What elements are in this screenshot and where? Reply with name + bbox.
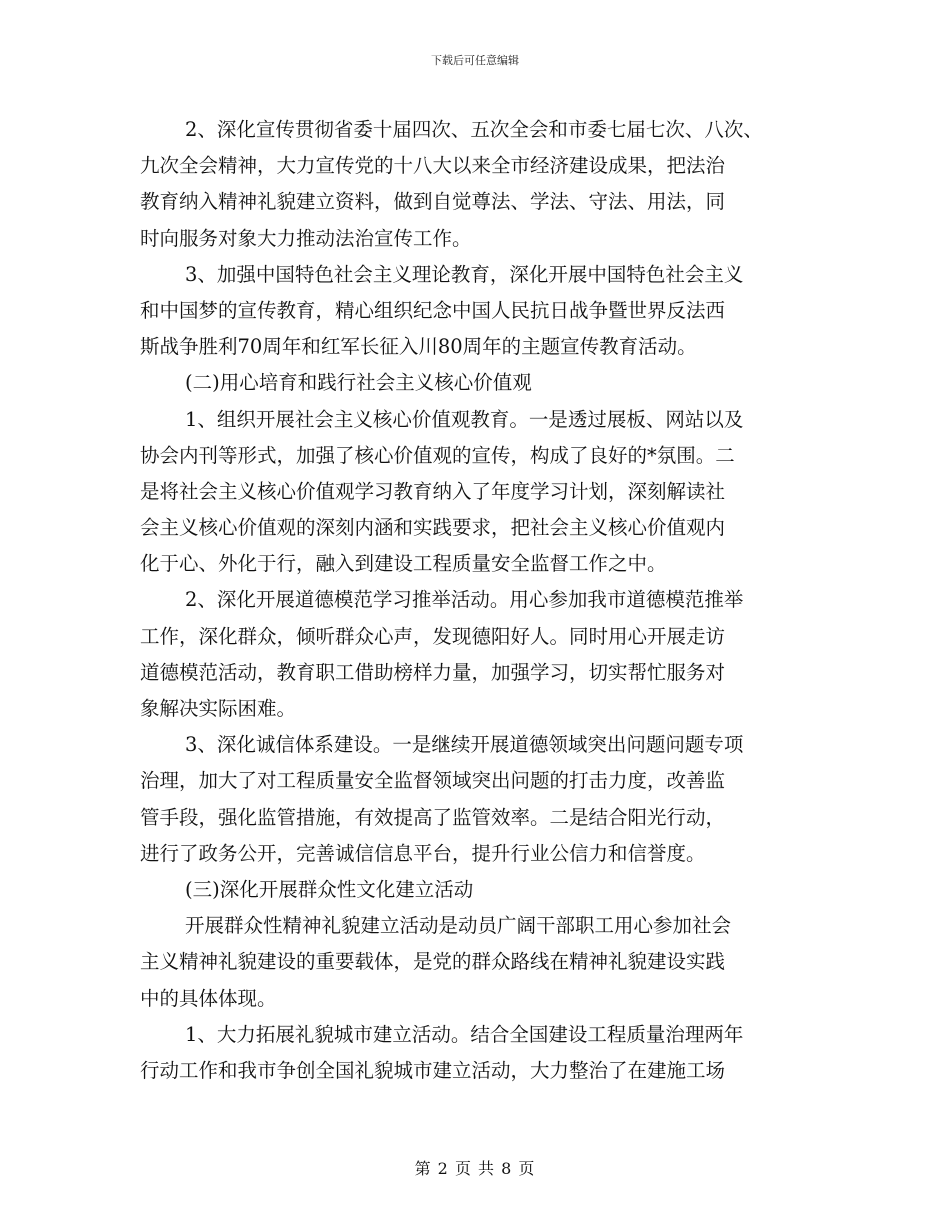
text-line: 协会内刊等形式，加强了核心价值观的宣传，构成了良好的*氛围。二: [140, 443, 735, 467]
text-line: 工作，深化群众，倾听群众心声，发现德阳好人。同时用心开展走访: [140, 624, 726, 648]
page-header: 下载后可任意编辑: [431, 54, 519, 67]
text-line: 和中国梦的宣传教育，精心组织纪念中国人民抗日战争暨世界反法西: [140, 298, 726, 322]
text-line: 2、深化开展道德模范学习推举活动。用心参加我市道德模范推举: [185, 588, 744, 612]
text-line: 主义精神礼貌建设的重要载体，是党的群众路线在精神礼貌建设实践: [140, 950, 726, 974]
text-line: 是将社会主义核心价值观学习教育纳入了年度学习计划，深刻解读社: [140, 479, 726, 503]
text-line: 教育纳入精神礼貌建立资料，做到自觉尊法、学法、守法、用法，同: [140, 190, 726, 214]
text-line: 道德模范活动，教育职工借助榜样力量，加强学习，切实帮忙服务对: [140, 660, 726, 684]
text-line: 九次全会精神，大力宣传党的十八大以来全市经济建设成果，把法治: [140, 154, 726, 178]
text-line: 斯战争胜利70周年和红军长征入川80周年的主题宣传教育活动。: [140, 335, 697, 359]
text-line: 管手段，强化监管措施，有效提高了监管效率。二是结合阳光行动，: [140, 805, 726, 829]
text-line: 行动工作和我市争创全国礼貌城市建立活动，大力整治了在建施工场: [140, 1058, 726, 1082]
text-line: 2、深化宣传贯彻省委十届四次、五次全会和市委七届七次、八次、: [185, 118, 763, 141]
text-line: 开展群众性精神礼貌建立活动是动员广阔干部职工用心参加社会: [185, 914, 732, 938]
text-line: 1、组织开展社会主义核心价值观教育。一是透过展板、网站以及: [185, 407, 744, 431]
document-body: [140, 112, 810, 1089]
text-line: 1、大力拓展礼貌城市建立活动。结合全国建设工程质量治理两年: [185, 1022, 744, 1046]
text-line: 象解决实际困难。: [140, 697, 297, 720]
page-footer: 第 2 页 共 8 页: [414, 1159, 536, 1178]
text-line: 进行了政务公开，完善诚信信息平台，提升行业公信力和信誉度。: [140, 841, 706, 865]
text-line: (三)深化开展群众性文化建立活动: [185, 877, 474, 901]
text-line: 3、加强中国特色社会主义理论教育，深化开展中国特色社会主义: [185, 262, 744, 286]
text-line: 中的具体体现。: [140, 986, 277, 1010]
text-line: (二)用心培育和践行社会主义核心价值观: [185, 371, 532, 395]
text-line: 时向服务对象大力推动法治宣传工作。: [140, 226, 472, 250]
text-line: 3、深化诚信体系建设。一是继续开展道德领域突出问题问题专项: [185, 733, 744, 757]
text-line: 会主义核心价值观的深刻内涵和实践要求，把社会主义核心价值观内: [140, 516, 726, 540]
text-line: 治理，加大了对工程质量安全监督领域突出问题的打击力度，改善监: [140, 769, 726, 793]
text-line: 化于心、外化于行，融入到建设工程质量安全监督工作之中。: [140, 552, 667, 576]
